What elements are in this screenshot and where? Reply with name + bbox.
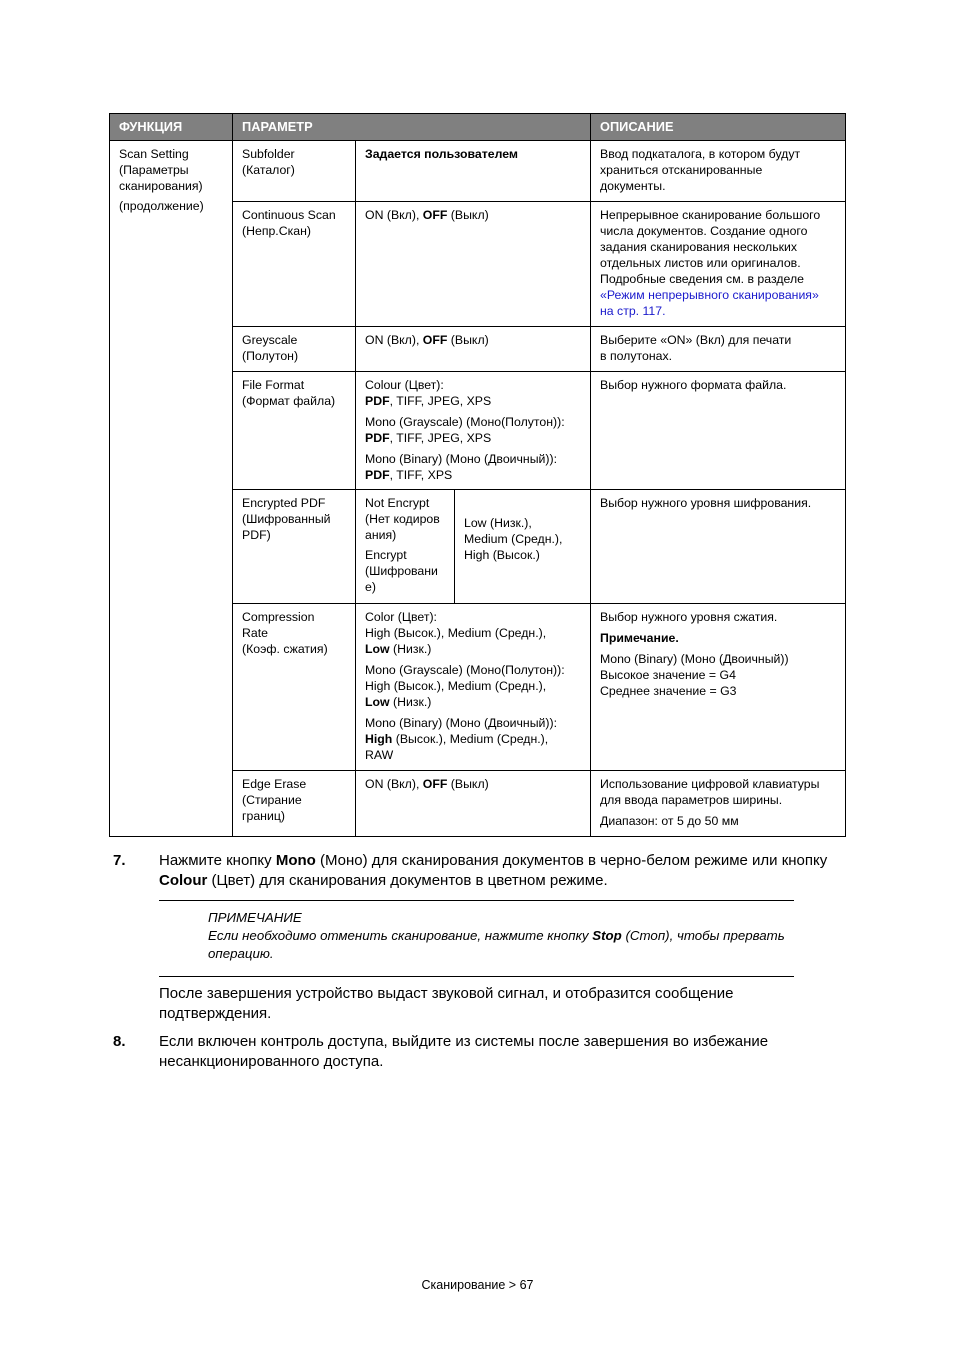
completion-paragraph: После завершения устройство выдаст звуковой сигнал, и отобразится сообщение подтверждения. [159, 985, 734, 1022]
desc-encrypted-pdf: Выбор нужного уровня шифрования. [591, 490, 846, 604]
step-number: 8. [113, 1033, 126, 1050]
note-title: ПРИМЕЧАНИЕ [208, 910, 302, 925]
desc-compression-rate: Выбор нужного уровня сжатия. Примечание. Mono (Binary) (Моно (Двоичный)) Высокое значение = G4 Среднее значение = G3 [591, 604, 846, 771]
header-description: ОПИСАНИЕ [591, 114, 846, 141]
value-subfolder: Задается пользователем [356, 141, 591, 202]
step-text: Если включен контроль доступа, выйдите из системы после завершения во избежание несанкционированного доступа. [159, 1033, 769, 1070]
param-continuous-scan: Continuous Scan (Непр.Скан) [233, 202, 356, 327]
step-number: 7. [113, 852, 126, 869]
desc-file-format: Выбор нужного формата файла. [591, 372, 846, 490]
value-encrypted-pdf-type: Not Encrypt (Нет кодиров ания) Encrypt (Шифровани е) [356, 490, 455, 604]
value-file-format: Colour (Цвет): PDF, TIFF, JPEG, XPS Mono (Grayscale) (Моно(Полутон)): PDF, TIFF, JPEG, XPS Mono (Binary) (Моно (Двоичный)): PDF, TIFF, XPS [356, 372, 591, 490]
desc-subfolder: Ввод подкаталога, в котором будут храниться отсканированные документы. [591, 141, 846, 202]
value-compression-rate: Color (Цвет): High (Высок.), Medium (Средн.), Low (Низк.) Mono (Grayscale) (Моно(Полутон)): High (Высок.), Medium (Средн.), Low (Низк.) Mono (Binary) (Моно (Двоичный)): High (Высок.), Medium (Средн.), RAW [356, 604, 591, 771]
table-row [110, 141, 846, 202]
settings-table [109, 113, 846, 837]
param-encrypted-pdf: Encrypted PDF (Шифрованный PDF) [233, 490, 356, 604]
param-subfolder: Subfolder (Каталог) [233, 141, 356, 202]
param-greyscale: Greyscale (Полутон) [233, 327, 356, 372]
value-continuous-scan: ON (Вкл), OFF (Выкл) [356, 202, 591, 327]
header-function: ФУНКЦИЯ [110, 114, 233, 141]
note-box [208, 909, 798, 963]
note-bottom-divider [159, 976, 794, 977]
note-text: Если необходимо отменить сканирование, нажмите кнопку Stop (Стоп), чтобы прервать операцию. [208, 928, 785, 961]
value-greyscale: ON (Вкл), OFF (Выкл) [356, 327, 591, 372]
desc-edge-erase: Использование цифровой клавиатуры для ввода параметров ширины. Диапазон: от 5 до 50 мм [591, 771, 846, 837]
param-edge-erase: Edge Erase (Стирание границ) [233, 771, 356, 837]
page-footer: Сканирование > 67 [421, 1278, 534, 1292]
desc-continuous-scan: Непрерывное сканирование большого числа документов. Создание одного задания сканирования нескольких отдельных листов или оригиналов. Подробные сведения см. в разделе «Режим непрерывного сканирования» на стр. 117. [591, 202, 846, 327]
table-header-row [110, 114, 846, 141]
header-parameter: ПАРАМЕТР [233, 114, 591, 141]
value-edge-erase: ON (Вкл), OFF (Выкл) [356, 771, 591, 837]
value-encrypted-pdf-level: Low (Низк.), Medium (Средн.), High (Высок.) [455, 490, 591, 604]
function-cell: Scan Setting (Параметры сканирования) (продолжение) [110, 141, 233, 837]
note-top-divider [159, 900, 794, 901]
continuous-scan-link[interactable]: «Режим непрерывного сканирования» на стр. 117. [600, 288, 819, 318]
param-compression-rate: Compression Rate (Коэф. сжатия) [233, 604, 356, 771]
desc-greyscale: Выберите «ON» (Вкл) для печати в полутонах. [591, 327, 846, 372]
step-text: Нажмите кнопку Mono (Моно) для сканирования документов в черно-белом режиме или кнопку Colour (Цвет) для сканирования документов в цветном режиме. [159, 852, 828, 889]
param-file-format: File Format (Формат файла) [233, 372, 356, 490]
